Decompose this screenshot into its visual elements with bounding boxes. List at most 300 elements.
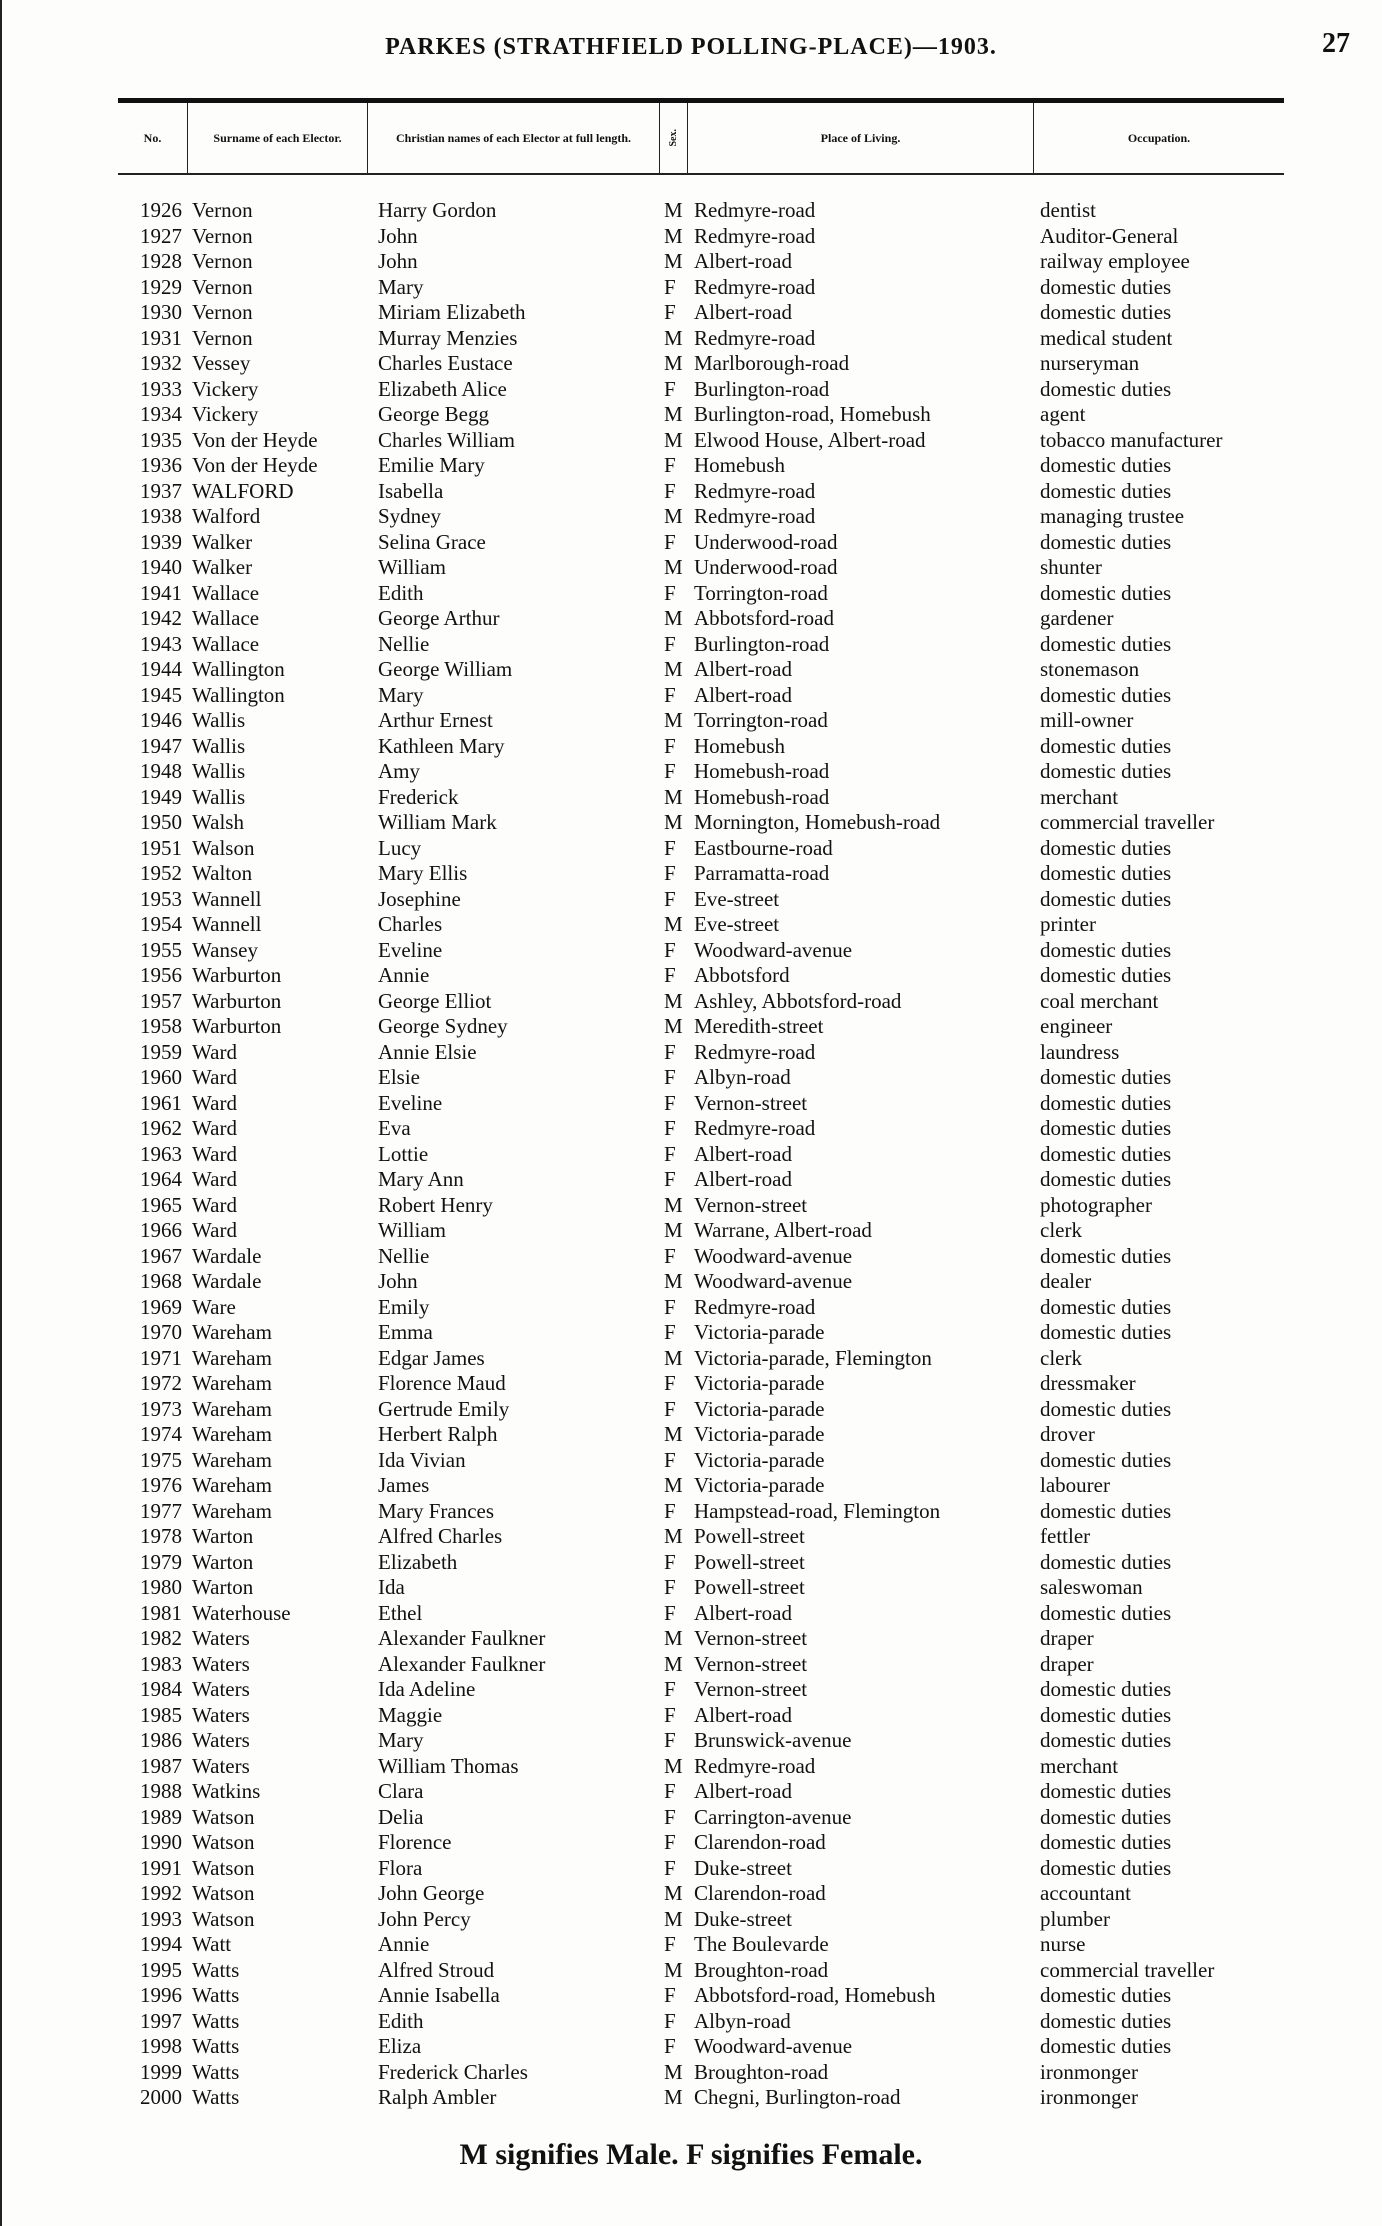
sex: F: [664, 937, 676, 962]
christian-names: Flora: [378, 1855, 423, 1880]
sex: F: [664, 1396, 676, 1421]
occupation: mill-owner: [1040, 708, 1134, 732]
christian-names: John Percy: [378, 1906, 471, 1931]
place-of-living: Vernon-street: [694, 1192, 808, 1217]
occupation: domestic duties: [1040, 376, 1172, 401]
table-row: [0, 1142, 1382, 1168]
christian-names: John George: [378, 1881, 485, 1905]
christian-names: Clara: [378, 1779, 424, 1803]
occupation: domestic duties: [1040, 580, 1172, 605]
christian-names: Annie Elsie: [378, 1039, 477, 1064]
sex: F: [664, 529, 676, 554]
table-row: [0, 1830, 1382, 1856]
elector-number: 1981: [140, 1600, 182, 1625]
elector-number: 1966: [140, 1218, 182, 1242]
place-of-living: Woodward-avenue: [694, 1243, 853, 1268]
surname: Watts: [192, 2059, 240, 2084]
elector-number: 1956: [140, 963, 182, 987]
christian-names: George Sydney: [378, 1014, 508, 1038]
occupation: domestic duties: [1040, 1855, 1172, 1880]
christian-names: Emma: [378, 1320, 433, 1344]
christian-names: John: [378, 1269, 418, 1293]
occupation: domestic duties: [1040, 1498, 1172, 1523]
christian-names: John: [378, 223, 418, 248]
occupation: engineer: [1040, 1014, 1113, 1038]
place-of-living: Meredith-street: [694, 1014, 824, 1038]
occupation: domestic duties: [1040, 1983, 1172, 2007]
sex: F: [664, 2008, 676, 2033]
page-title: PARKES (STRATHFIELD POLLING-PLACE)—1903.: [385, 34, 997, 60]
table-row: [0, 1881, 1382, 1907]
sex: F: [664, 1141, 676, 1166]
place-of-living: Redmyre-road: [694, 1753, 816, 1778]
place-of-living: Mornington, Homebush-road: [694, 810, 941, 834]
place-of-living: Albyn-road: [694, 1065, 791, 1089]
sex: M: [664, 657, 683, 681]
table-row: [0, 1091, 1382, 1117]
occupation: printer: [1040, 912, 1096, 936]
christian-names: John: [378, 249, 418, 273]
elector-number: 1959: [140, 1039, 182, 1064]
occupation: domestic duties: [1040, 886, 1172, 911]
table-row: [0, 1193, 1382, 1219]
elector-number: 1982: [140, 1626, 182, 1650]
surname: Von der Heyde: [192, 453, 318, 477]
place-of-living: Albert-road: [694, 1600, 792, 1625]
table-row: [0, 504, 1382, 530]
table-row: [0, 1524, 1382, 1550]
table-row: [0, 275, 1382, 301]
place-of-living: Vernon-street: [694, 1677, 808, 1701]
christian-names: Elizabeth: [378, 1549, 458, 1574]
place-of-living: Abbotsford-road, Homebush: [694, 1983, 936, 2007]
table-row: [0, 1244, 1382, 1270]
elector-number: 1964: [140, 1167, 182, 1191]
table-row: [0, 734, 1382, 760]
elector-number: 1930: [140, 300, 182, 324]
elector-number: 1929: [140, 274, 182, 299]
occupation: coal merchant: [1040, 988, 1159, 1013]
table-row: [0, 1448, 1382, 1474]
surname: Vessey: [192, 351, 251, 375]
table-row: [0, 402, 1382, 428]
surname: Ward: [192, 1141, 237, 1166]
elector-number: 1992: [140, 1881, 182, 1905]
sex: F: [664, 1702, 676, 1727]
header-occupation: Occupation.: [1127, 130, 1191, 145]
surname: Wardale: [192, 1269, 262, 1293]
occupation: draper: [1040, 1651, 1094, 1676]
sex: M: [664, 1626, 683, 1650]
sex-legend: M signifies Male. F signifies Female.: [459, 2138, 923, 2171]
sex: M: [664, 1906, 683, 1931]
surname: Watt: [192, 1932, 232, 1956]
table-row: [0, 708, 1382, 734]
sex: M: [664, 249, 683, 273]
christian-names: Arthur Ernest: [378, 708, 493, 732]
sex: M: [664, 1524, 683, 1548]
place-of-living: Abbotsford-road: [694, 606, 834, 630]
table-row: [0, 1779, 1382, 1805]
table-row: [0, 453, 1382, 479]
sex: M: [664, 1345, 683, 1370]
surname: Waters: [192, 1651, 250, 1676]
christian-names: Nellie: [378, 1243, 430, 1268]
sex: M: [664, 555, 683, 579]
place-of-living: Woodward-avenue: [694, 2034, 853, 2058]
occupation: railway employee: [1040, 249, 1190, 273]
table-header: [118, 103, 1284, 175]
occupation: dressmaker: [1040, 1371, 1136, 1395]
elector-number: 1937: [140, 478, 182, 503]
occupation: domestic duties: [1040, 1167, 1172, 1191]
occupation: clerk: [1040, 1218, 1082, 1242]
place-of-living: Redmyre-road: [694, 478, 816, 503]
christian-names: George William: [378, 657, 513, 681]
sex: F: [664, 631, 676, 656]
christian-names: Harry Gordon: [378, 198, 497, 222]
table-row: [0, 1422, 1382, 1448]
place-of-living: Redmyre-road: [694, 1116, 816, 1140]
christian-names: Edith: [378, 580, 424, 605]
occupation: shunter: [1040, 555, 1102, 579]
occupation: domestic duties: [1040, 300, 1172, 324]
table-row: [0, 1754, 1382, 1780]
place-of-living: Eastbourne-road: [694, 835, 833, 860]
place-of-living: Duke-street: [694, 1906, 792, 1931]
christian-names: Frederick: [378, 784, 459, 809]
table-row: [0, 326, 1382, 352]
christian-names: Emilie Mary: [378, 453, 485, 477]
christian-names: Frederick Charles: [378, 2059, 528, 2084]
table-row: [0, 1116, 1382, 1142]
sex: M: [664, 427, 683, 452]
occupation: domestic duties: [1040, 1320, 1172, 1344]
table-row: [0, 1320, 1382, 1346]
elector-number: 1935: [140, 427, 182, 452]
table-row: [0, 606, 1382, 632]
elector-number: 1950: [140, 810, 182, 834]
sex: F: [664, 1065, 676, 1089]
table-row: [0, 1983, 1382, 2009]
surname: Wareham: [192, 1473, 272, 1497]
surname: Walsh: [192, 810, 244, 834]
surname: Wansey: [192, 937, 258, 962]
place-of-living: Vernon-street: [694, 1626, 808, 1650]
table-row: [0, 2034, 1382, 2060]
sex: M: [664, 912, 683, 936]
surname: Wareham: [192, 1345, 272, 1370]
occupation: ironmonger: [1040, 2085, 1138, 2109]
sex: M: [664, 1473, 683, 1497]
sex: F: [664, 1549, 676, 1574]
surname: Wallis: [192, 708, 246, 732]
place-of-living: Torrington-road: [694, 708, 828, 732]
christian-names: Annie Isabella: [378, 1983, 500, 2007]
place-of-living: Woodward-avenue: [694, 1269, 853, 1293]
surname: Vernon: [192, 198, 253, 222]
place-of-living: Albert-road: [694, 657, 792, 681]
place-of-living: Victoria-parade: [694, 1422, 825, 1446]
christian-names: William: [378, 1218, 446, 1242]
sex: M: [664, 784, 683, 809]
surname: Vernon: [192, 300, 253, 324]
elector-number: 1978: [140, 1524, 182, 1548]
christian-names: Lucy: [378, 835, 422, 860]
surname: Wallington: [192, 657, 285, 681]
surname: Walton: [192, 861, 253, 885]
surname: Walker: [192, 555, 253, 579]
sex: F: [664, 1447, 676, 1472]
table-row: [0, 1626, 1382, 1652]
christian-names: Charles William: [378, 427, 515, 452]
occupation: domestic duties: [1040, 631, 1172, 656]
surname: Waters: [192, 1677, 250, 1701]
surname: Ward: [192, 1218, 237, 1242]
elector-number: 1988: [140, 1779, 182, 1803]
christian-names: Kathleen Mary: [378, 733, 505, 758]
sex: F: [664, 886, 676, 911]
christian-names: Florence Maud: [378, 1371, 506, 1395]
place-of-living: Broughton-road: [694, 2059, 829, 2084]
header-place: Place of Living.: [688, 103, 1034, 173]
occupation: domestic duties: [1040, 1396, 1172, 1421]
table-row: [0, 2060, 1382, 2086]
place-of-living: Albert-road: [694, 249, 792, 273]
sex: F: [664, 861, 676, 885]
table-row: [0, 1703, 1382, 1729]
elector-number: 1948: [140, 759, 182, 783]
elector-number: 1968: [140, 1269, 182, 1293]
place-of-living: Duke-street: [694, 1855, 792, 1880]
sex: M: [664, 1881, 683, 1905]
christian-names: George Elliot: [378, 988, 492, 1013]
sex: M: [664, 1218, 683, 1242]
elector-number: 1960: [140, 1065, 182, 1089]
sex: M: [664, 223, 683, 248]
elector-number: 1974: [140, 1422, 182, 1446]
occupation: photographer: [1040, 1192, 1152, 1217]
christian-names: Alfred Stroud: [378, 1957, 495, 1982]
place-of-living: Vernon-street: [694, 1090, 808, 1115]
place-of-living: Albert-road: [694, 1141, 792, 1166]
occupation: plumber: [1040, 1906, 1110, 1931]
surname: Watson: [192, 1804, 255, 1829]
elector-number: 1996: [140, 1983, 182, 2007]
table-row: [0, 198, 1382, 224]
occupation: agent: [1040, 402, 1086, 426]
christian-names: Lottie: [378, 1141, 429, 1166]
table-row: [0, 810, 1382, 836]
place-of-living: Ashley, Abbotsford-road: [694, 988, 902, 1013]
surname: Ward: [192, 1090, 237, 1115]
sex: F: [664, 2034, 676, 2058]
surname: Watts: [192, 2085, 240, 2109]
header-christian: Christian names of each Elector at full length.: [368, 103, 660, 173]
sex: F: [664, 1804, 676, 1829]
occupation: domestic duties: [1040, 835, 1172, 860]
elector-number: 1945: [140, 682, 182, 707]
elector-number: 1987: [140, 1753, 182, 1778]
sex: F: [664, 478, 676, 503]
table-row: [0, 1677, 1382, 1703]
occupation: domestic duties: [1040, 733, 1172, 758]
sex: F: [664, 1243, 676, 1268]
sex: F: [664, 1320, 676, 1344]
christian-names: Mary: [378, 682, 424, 707]
christian-names: Alexander Faulkner: [378, 1651, 546, 1676]
occupation: nurse: [1040, 1932, 1086, 1956]
sex: M: [664, 504, 683, 528]
christian-names: Alexander Faulkner: [378, 1626, 546, 1650]
surname: Wallis: [192, 759, 246, 783]
sex: M: [664, 1422, 683, 1446]
christian-names: William Thomas: [378, 1753, 519, 1778]
elector-number: 1951: [140, 835, 182, 860]
table-row: [0, 785, 1382, 811]
christian-names: Ethel: [378, 1600, 423, 1625]
occupation: domestic duties: [1040, 682, 1172, 707]
table-row: [0, 555, 1382, 581]
place-of-living: Brunswick-avenue: [694, 1728, 852, 1752]
table-row: [0, 1550, 1382, 1576]
table-row: [0, 1575, 1382, 1601]
sex: F: [664, 1371, 676, 1395]
christian-names: Mary: [378, 1728, 424, 1752]
place-of-living: Powell-street: [694, 1524, 805, 1548]
occupation: medical student: [1040, 325, 1173, 350]
christian-names: Eveline: [378, 1090, 443, 1115]
occupation: domestic duties: [1040, 529, 1172, 554]
surname: Warton: [192, 1575, 254, 1599]
occupation: draper: [1040, 1626, 1094, 1650]
place-of-living: Redmyre-road: [694, 1294, 816, 1319]
occupation: commercial traveller: [1040, 810, 1215, 834]
place-of-living: Homebush: [694, 453, 785, 477]
sex: M: [664, 1269, 683, 1293]
table-row: [0, 1218, 1382, 1244]
surname: Wareham: [192, 1498, 272, 1523]
christian-names: William Mark: [378, 810, 497, 834]
page-number: 27: [1322, 28, 1350, 59]
place-of-living: Victoria-parade: [694, 1447, 825, 1472]
surname: Watson: [192, 1881, 255, 1905]
table-row: [0, 912, 1382, 938]
christian-names: Emily: [378, 1294, 430, 1319]
table-row: [0, 530, 1382, 556]
elector-number: 1931: [140, 325, 182, 350]
table-row: [0, 963, 1382, 989]
occupation: domestic duties: [1040, 274, 1172, 299]
occupation: domestic duties: [1040, 478, 1172, 503]
occupation: domestic duties: [1040, 963, 1172, 987]
surname: Wannell: [192, 886, 262, 911]
christian-names: Florence: [378, 1830, 452, 1854]
place-of-living: Powell-street: [694, 1575, 805, 1599]
table-row: [0, 249, 1382, 275]
occupation: domestic duties: [1040, 2034, 1172, 2058]
place-of-living: Burlington-road, Homebush: [694, 402, 931, 426]
place-of-living: Chegni, Burlington-road: [694, 2085, 901, 2109]
surname: Ward: [192, 1116, 237, 1140]
occupation: domestic duties: [1040, 1549, 1172, 1574]
occupation: domestic duties: [1040, 1294, 1172, 1319]
occupation: nurseryman: [1040, 351, 1140, 375]
surname: Ward: [192, 1065, 237, 1089]
occupation: domestic duties: [1040, 1243, 1172, 1268]
sex: F: [664, 1498, 676, 1523]
surname: Waters: [192, 1626, 250, 1650]
christian-names: Delia: [378, 1804, 424, 1829]
occupation: domestic duties: [1040, 1677, 1172, 1701]
table-row: [0, 1346, 1382, 1372]
surname: Wannell: [192, 912, 262, 936]
sex: F: [664, 682, 676, 707]
christian-names: Eveline: [378, 937, 443, 962]
surname: Warburton: [192, 963, 282, 987]
place-of-living: Clarendon-road: [694, 1881, 826, 1905]
place-of-living: Victoria-parade: [694, 1396, 825, 1421]
occupation: fettler: [1040, 1524, 1091, 1548]
place-of-living: Carrington-avenue: [694, 1804, 852, 1829]
elector-number: 1972: [140, 1371, 182, 1395]
elector-number: 1965: [140, 1192, 182, 1217]
occupation: Auditor-General: [1040, 223, 1179, 248]
occupation: labourer: [1040, 1473, 1110, 1497]
table-row: [0, 657, 1382, 683]
place-of-living: Torrington-road: [694, 580, 828, 605]
elector-number: 1936: [140, 453, 182, 477]
surname: Walson: [192, 835, 255, 860]
elector-number: 1991: [140, 1855, 182, 1880]
table-row: [0, 1269, 1382, 1295]
place-of-living: Hampstead-road, Flemington: [694, 1498, 941, 1523]
sex: M: [664, 606, 683, 630]
christian-names: Alfred Charles: [378, 1524, 503, 1548]
elector-number: 1926: [140, 198, 182, 222]
table-row: [0, 1728, 1382, 1754]
table-row: [0, 759, 1382, 785]
elector-number: 1976: [140, 1473, 182, 1497]
occupation: domestic duties: [1040, 1702, 1172, 1727]
surname: Watson: [192, 1830, 255, 1854]
christian-names: Josephine: [378, 886, 461, 911]
occupation: domestic duties: [1040, 1804, 1172, 1829]
christian-names: Selina Grace: [378, 529, 486, 554]
table-row: [0, 632, 1382, 658]
sex: F: [664, 1983, 676, 2007]
sex: F: [664, 835, 676, 860]
elector-number: 1994: [140, 1932, 182, 1956]
sex: F: [664, 1039, 676, 1064]
place-of-living: Albert-road: [694, 1702, 792, 1727]
elector-number: 1939: [140, 529, 182, 554]
elector-number: 1980: [140, 1575, 182, 1599]
table-row: [0, 989, 1382, 1015]
sex: F: [664, 1728, 676, 1752]
surname: Vernon: [192, 325, 253, 350]
sex: F: [664, 1294, 676, 1319]
place-of-living: Homebush: [694, 733, 785, 758]
elector-number: 1933: [140, 376, 182, 401]
sex: F: [664, 274, 676, 299]
elector-number: 1940: [140, 555, 182, 579]
place-of-living: Victoria-parade, Flemington: [694, 1345, 932, 1370]
table-row: [0, 1065, 1382, 1091]
sex: F: [664, 759, 676, 783]
elector-number: 1995: [140, 1957, 182, 1982]
table-row: [0, 1499, 1382, 1525]
